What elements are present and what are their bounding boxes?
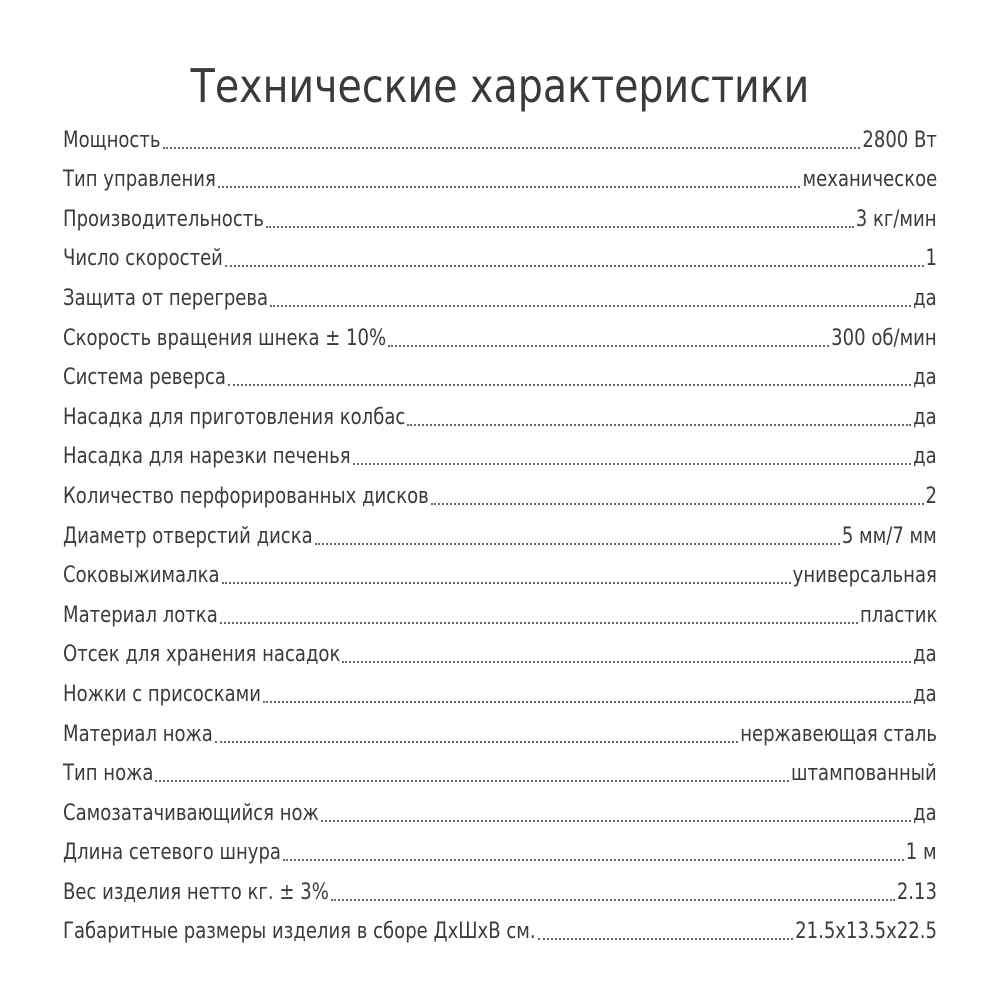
dot-leader: [228, 356, 911, 386]
dot-leader: [225, 237, 924, 267]
dot-leader: [215, 713, 738, 743]
dot-leader: [431, 475, 924, 505]
spec-value: 3 кг/мин: [856, 206, 937, 232]
spec-value: 21.5x13.5x22.5: [795, 919, 937, 945]
spec-value: универсальная: [792, 563, 937, 589]
spec-value: да: [913, 681, 937, 707]
spec-value: 5 мм/7 мм: [842, 523, 937, 549]
dot-leader: [263, 673, 911, 703]
spec-value: да: [913, 285, 937, 311]
spec-row-power: [63, 118, 937, 158]
spec-row-knife-material: [63, 712, 937, 752]
spec-label: Ножки с присосками: [63, 681, 261, 707]
spec-label: Вес изделия нетто кг. ± 3%: [63, 879, 329, 905]
spec-label: Длина сетевого шнура: [63, 840, 281, 866]
dot-leader: [270, 277, 911, 307]
spec-value: нержавеющая сталь: [740, 721, 937, 747]
spec-value: да: [913, 642, 937, 668]
spec-row-overheat-protection: [63, 276, 937, 316]
spec-row-attachment-storage: [63, 633, 937, 673]
spec-label: Мощность: [63, 127, 161, 153]
spec-label: Материал лотка: [63, 602, 218, 628]
spec-row-juicer: [63, 554, 937, 594]
spec-row-knife-type: [63, 752, 937, 792]
spec-value: механическое: [802, 167, 937, 193]
spec-label: Соковыжималка: [63, 563, 220, 589]
spec-value: пластик: [859, 602, 937, 628]
dot-leader: [321, 792, 912, 822]
spec-value: 2: [925, 483, 937, 509]
dot-leader: [163, 119, 861, 149]
spec-label: Число скоростей: [63, 246, 223, 272]
spec-value: 2.13: [896, 879, 937, 905]
spec-list: [63, 118, 937, 949]
spec-value: 1 м: [906, 840, 937, 866]
dot-leader: [155, 752, 789, 782]
dot-leader: [407, 396, 911, 426]
dot-leader: [315, 515, 840, 545]
dot-leader: [331, 871, 895, 901]
spec-row-disc-hole-diameter: [63, 514, 937, 554]
spec-value: 1: [925, 246, 937, 272]
spec-row-control-type: [63, 158, 937, 198]
dot-leader: [283, 831, 904, 861]
spec-row-suction-feet: [63, 672, 937, 712]
dot-leader: [218, 158, 800, 188]
spec-row-tray-material: [63, 593, 937, 633]
dot-leader: [220, 594, 858, 624]
spec-row-dimensions: [63, 910, 937, 950]
spec-label: Диаметр отверстий диска: [63, 523, 313, 549]
dot-leader: [538, 910, 794, 940]
spec-value: штампованный: [791, 761, 937, 787]
spec-label: Материал ножа: [63, 721, 213, 747]
spec-row-cord-length: [63, 831, 937, 871]
spec-label: Защита от перегрева: [63, 285, 269, 311]
spec-value: да: [913, 800, 937, 826]
spec-label: Насадка для приготовления колбас: [63, 404, 406, 430]
spec-value: да: [913, 444, 937, 470]
spec-row-auger-speed: [63, 316, 937, 356]
spec-row-net-weight: [63, 870, 937, 910]
spec-label: Насадка для нарезки печенья: [63, 444, 351, 470]
spec-row-sausage-attachment: [63, 395, 937, 435]
page-title: Технические характеристики: [190, 59, 810, 113]
spec-label: Система реверса: [63, 365, 226, 391]
spec-value: 300 об/мин: [831, 325, 937, 351]
dot-leader: [388, 317, 829, 347]
spec-label: Скорость вращения шнека ± 10%: [63, 325, 387, 351]
spec-label: Количество перфорированных дисков: [63, 483, 429, 509]
spec-row-self-sharpening-knife: [63, 791, 937, 831]
spec-row-throughput: [63, 197, 937, 237]
spec-label: Отсек для хранения насадок: [63, 642, 341, 668]
spec-row-reverse: [63, 356, 937, 396]
spec-value: 2800 Вт: [862, 127, 937, 153]
dot-leader: [342, 633, 911, 663]
spec-label: Тип управления: [63, 167, 216, 193]
spec-label: Самозатачивающийся нож: [63, 800, 319, 826]
spec-value: да: [913, 404, 937, 430]
dot-leader: [266, 198, 854, 228]
spec-row-cookie-attachment: [63, 435, 937, 475]
dot-leader: [222, 554, 791, 584]
spec-label: Производительность: [63, 206, 264, 232]
spec-row-disc-count: [63, 474, 937, 514]
dot-leader: [353, 435, 912, 465]
spec-row-speeds: [63, 237, 937, 277]
spec-label: Тип ножа: [63, 761, 154, 787]
spec-value: да: [913, 365, 937, 391]
spec-label: Габаритные размеры изделия в сборе ДхШхВ см.: [63, 919, 536, 945]
